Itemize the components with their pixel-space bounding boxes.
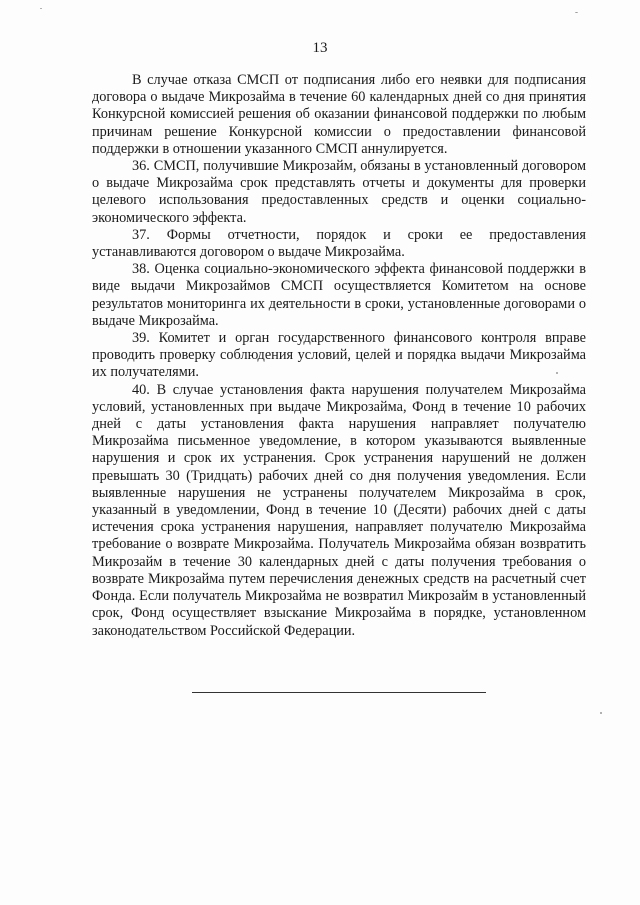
scan-speck [600, 712, 602, 714]
paragraph-refusal: В случае отказа СМСП от подписания либо его неявки для подписания договора о выдаче Микрозайма в течение 60 календарных дней со дня принятия Конкурсной комиссией решения об оказании финансовой поддержки по любым причинам решение Конкурсной комиссии о предоставлении финансовой поддержки в отношении указанного СМСП аннулируется. [92, 72, 586, 157]
paragraph-38: 38. Оценка социально-экономического эффекта финансовой поддержки в виде выдачи Микрозаймов СМСП осуществляется Комитетом на основе результатов мониторинга их деятельности в сроки, установленные договорами о выдаче Микрозайма. [92, 261, 586, 329]
paragraph-40: 40. В случае установления факта нарушения получателем Микрозайма условий, установленных при выдаче Микрозайма, Фонд в течение 10 рабочих дней с даты установления факта нарушения направляет получателю Микрозайма письменное уведомление, в котором указываются выявленные нарушения и срок их устранения. Срок устранения нарушений не должен превышать 30 (Тридцать) рабочих дней со дня получения уведомления. Если выявленные нарушения не устранены получателем Микрозайма в срок, указанный в уведомлении, Фонд в течение 10 (Десяти) рабочих дней с даты истечения срока устранения нарушения, направляет получателю Микрозайма требование о возврате Микрозайма. Получатель Микрозайма обязан возвратить Микрозайм в течение 30 календарных дней с даты получения требования о возврате Микрозайма путем перечисления денежных средств на расчетный счет Фонда. Если получатель Микрозайма не возвратил Микрозайм в установленный срок, Фонд осуществляет взыскание Микрозайма в порядке, установленном законодательством Российской Федерации. [92, 381, 586, 639]
scan-speck [556, 372, 558, 374]
scan-speck [40, 8, 42, 9]
document-body [92, 72, 586, 640]
end-divider-line [192, 692, 486, 693]
page-number: 13 [312, 40, 328, 56]
paragraph-39: 39. Комитет и орган государственного финансового контроля вправе проводить проверку соблюдения условий, целей и порядка выдачи Микрозайма их получателями. [92, 330, 586, 381]
paragraph-37: 37. Формы отчетности, порядок и сроки ее предоставления устанавливаются договором о выдаче Микрозайма. [92, 226, 586, 261]
paragraph-36: 36. СМСП, получившие Микрозайм, обязаны в установленный договором о выдаче Микрозайма срок представлять отчеты и документы для проверки целевого использования предоставленных средств и оценки социально-экономического эффекта. [92, 158, 586, 226]
scan-speck [575, 12, 578, 13]
